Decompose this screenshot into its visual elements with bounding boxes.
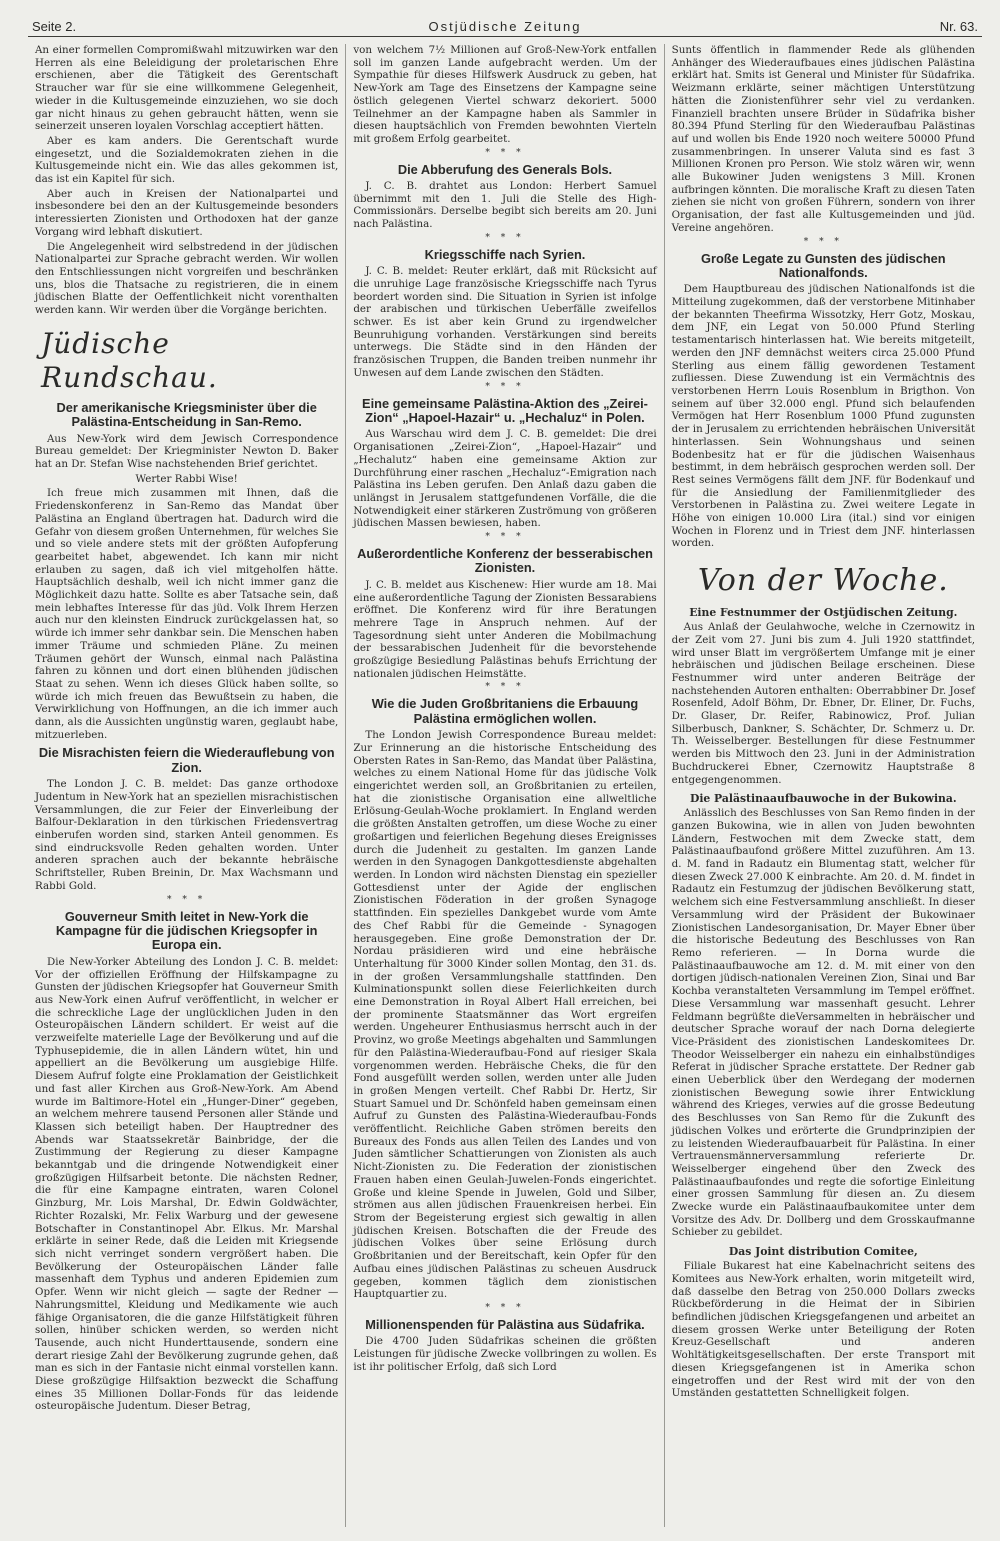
paragraph: Aber auch in Kreisen der Nationalpartei und insbesondere bei den an der Kultusgemeinde besonders interessierten Zionisten und Orthodoxen hat der ganze Vorgang wird lebhaft diskutiert. (35, 187, 339, 238)
page-number: Seite 2. (32, 19, 77, 34)
article-lead: Die Palästinaaufbauwoche in der Bukowina. (689, 792, 957, 806)
paragraph: The London Jewish Correspondence Bureau meldet: Zur Erinnerung an die historische Entscheidung des Obersten Rates in San-Remo, das Mandat über Palästina, welches zu einem National Home für das jüdische Volk eingerichtet werden soll, an Großbritanien zu erteilen, hat die zionistische Organisation eine allweltliche Erlösung-Geulah-Woche proklamiert. In England werden die größten Anstalten getroffen, um diese Woche zu einer großartigen und feierlichen Begehung dieses Ereignisses durch die Judenheit zu gestalten. Im ganzen Lande werden in den Synagogen Dankgottesdienste abgehalten werden. In London wird nächsten Dienstag ein spezieller Gottesdienst unter der Agide der englischen Zionistischen Föderation in der großen Synagoge stattfinden. Ein spezielles Dankgebet wurde vom Amte des Chef Rabbi für die Gemeinde - Synagogen herausgegeben. Eine große Demonstration der Dr. Nordau präsidieren wird und eine hebräische Unterhaltung für 3000 Kinder sollen Montag, den 31. ds. in der großen Versammlungshalle stattfinden. Den Kulminationspunkt sollen diese Feierlichkeiten durch eine Demonstration in Royal Albert Hall erreichen, bei der prominente Staatsmänner das Wort ergreifen werden. Ungeheurer Enthusiasmus herrscht auch in der Provinz, wo große Meetings abgehalten und Sammlungen für den Palästina-Wiederaufbau-Fond auf riesiger Skala vorgenommen werden. Hebräische Cheks, die für den Fond ausgefüllt werden sollen, werden unter alle Juden in großen Mengen verteilt. Chef Rabbi Dr. Hertz, Sir Stuart Samuel und Dr. Schönfeld haben gemeinsam einen Aufruf zu Gunsten des Palästina-Wiederaufbau-Fonds veröffentlicht. Reichliche Gaben strömen bereits den Bureaux des Fonds aus allen Teilen des Landes und von Juden sämtlicher Schattierungen von Zionisten als auch Nicht-Zionisten zu. Die Federation der zionistischen Frauen haben einen Geulah-Juwelen-Fonds eingerichtet. Große und kleine Spende in Juwelen, Gold und Silber, strömen aus allen jüdischen Frauenkreisen herbei. Ein Strom der Begeisterung ergiest sich gewaltig in allen jüdischen Kreisen. Botschaften die der Freude des jüdischen Volkes über seine Erlösung durch Großbritanien und der Bereitschaft, kein Opfer für den Aufbau eines jüdischen Palästinas zu scheuen Ausdruck gegeben, kommen täglich dem zionistischen Hauptquartier zu. (353, 729, 657, 1301)
page-header (28, 14, 982, 37)
separator-stars: * * * (485, 532, 525, 543)
article-headline: Außerordentliche Konferenz der besserabischen Zionisten. (357, 546, 653, 576)
issue-number: Nr. 63. (939, 19, 978, 34)
article-headline: Die Misrachisten feiern die Wiederauflebung von Zion. (38, 745, 335, 775)
separator-stars: * * * (485, 381, 525, 392)
paragraph: Aus Warschau wird dem J. C. B. gemeldet: Die drei Organisationen „Zeirei-Zion“, „Hapoel-Hazair“ und „Hechalutz“ haben eine gemeinsame Aktion zur Durchführung einer raschen „Hechaluz“-Emigration nach Palästina ins Leben gerufen. Den Anlaß dazu gaben die unlängst in Jerusalem stattgefundenen Vorfälle, die die Notwendigkeit einer stärkeren Zuströmung von größeren jüdischen Massen bewiesen, haben. (353, 428, 657, 530)
paragraph: J. C. B. meldet: Reuter erklärt, daß mit Rücksicht auf die unruhige Lage französische Kriegsschiffe nach Tyrus beordert worden sind. Die Situation in Syrien ist infolge der arabischen und türkischen Ueberfälle zweifellos schwer. Es ist aber kein Grund zu irgendwelcher Beunruhigung vorhanden. Verstärkungen sind bereits unterwegs. Die Städte sind in den Händen der französischen Truppen, die Banden treiben nunmehr ihr Unwesen auf dem Lande zwischen den Städten. (353, 265, 657, 379)
article-headline: Wie die Juden Großbritaniens die Erbauung Palästina ermöglichen wollen. (371, 696, 639, 726)
paragraph: Filiale Bukarest hat eine Kabelnachricht seitens des Komitees aus New-York erhalten, worin mitgeteilt wird, daß dasselbe den Betrag von 250.000 Dollars zwecks Rückbeförderung in die Heimat der in Sibirien befindlichen jüdischen Kriegsgefangenen und arbeitet an diesem grossen Werke unter Beteiligung der Roten Kreuz-Gesellschaft und anderen Wohltätigkeitsgesellschaften. Der erste Transport mit diesen Kriegsgefangenen ist in Amerika schon eingetroffen und der Rest wird mit der von den Umständen gestattetten Schnelligkeit folgen. (671, 1260, 975, 1400)
article-headline: Der amerikanische Kriegsminister über die Palästina-Entscheidung in San-Remo. (56, 399, 317, 430)
paragraph: Dem Hauptbureau des jüdischen Nationalfonds ist die Mitteilung zugekommen, daß der verstorbene Mitinhaber der bekannten Theefirma Wissotzky, Herr Gotz, Moskau, dem JNF, ein Legat von 50.000 Pfund Sterling testamentarisch hinterlassen hat. Wie bereits mitgeteilt, werden den JNF demnächst weiters circa 25.000 Pfund Sterling aus einem fällig gewordenen Testament zufliessen. Diese Zuwendung ist ein Vermächtnis des verstorbenen Herrn Louis Rosenblum in Brigthon. Von seinem auf über 32.000 engl. Pfund sich belaufenden Vermögen hat Herr Rosenblum 1000 Pfund zugunsten der in Jerusalem zu errichtenden hebräischen Universität hinterlassen. Sein Wohnungshaus und seinen Bodenbesitz hat er für die jüdischen Waisenhaus bestimmt, in dem hebräisch gesprochen werden soll. Der Rest seines Vermögens fällt dem JNF. für Bodenkauf und für die Ansiedlung der Familienmitglieder des Verstorbenen in Palästina zu. Zwei weitere Legate in Höhe von einigen 10.000 Lira (ital.) sind vor einigen Wochen in Florenz und in Triest dem JNF. hinterlassen worden. (671, 283, 975, 550)
newspaper-title: Ostjüdische Zeitung (428, 19, 582, 34)
paragraph: Die New-Yorker Abteilung des London J. C. B. meldet: Vor der offiziellen Eröffnung der Hilfskampagne zu Gunsten der jüdischen Kriegsopfer hat Gouverneur Smith aus New-York einen Aufruf veröffentlicht, in welcher er die schreckliche Lage der unglücklichen Juden in den Osteuropäischen Ländern schildert. Er weist auf die verzweifelte materielle Lage der Bevölkerung und auf die Typhusepidemie, die in allen Ländern wütet, hin und appelliert an die Bevölkerung um ausgiebige Hilfe. Diesem Aufruf folgte eine Proklamation der Geistlichkeit und fast aller Kirchen aus Groß-New-York. Am Abend wurde im Baltimore-Hotel ein „Hunger-Diner“ gegeben, an welchem mehrere tausend Personen aller Stände und Klassen sich beteiligt haben. Der Hauptredner des Abends war Staatssekretär Bainbridge, der die Zustimmung der Regierung zu dieser Kampagne bekanntgab und die dringende Notwendigkeit einer großzügigen Hilfsarbeit betonte. Die nächsten Redner, die für eine Kampagne eintraten, waren Colonel Ginzburg, Mr. Lois Marshal, Dr. Edwin Goldwächter, Richter Rozalski, Mr. Felix Warburg und der gewesene Botschafter in Constantinopel Abr. Elkus. Mr. Marshal erklärte in seiner Rede, daß die Leiden mit Kriegsende sich nicht verringet sondern vergrößert haben. Die Bevölkerung der Osteuropäischen Länder falle massenhaft dem Typhus und anderen Epidemien zum Opfer. Wenn wir nicht gleich — sagte der Redner — Nahrungsmittel, Kleidung und Medikamente wie auch fähige Organisatoren, die die ganze Hilfstätigkeit führen sollen, hinüber schicken werden, so werden nicht Tausende, auch nicht Hunderttausende, sondern eine derart riesige Zahl der Bevölkerung zugrunde gehen, daß man es sich in der Fantasie nicht einmal vorstellen kann. Diese großzügige Hilfsaktion bezweckt die Schaffung eines 35 Millionen Dollar-Fonds für das leidende osteuropäische Judentum. Dieser Betrag, (35, 955, 339, 1413)
separator-stars: * * * (167, 894, 207, 905)
article-headline: Kriegsschiffe nach Syrien. (424, 246, 586, 262)
paragraph: The London J. C. B. meldet: Das ganze orthodoxe Judentum in New-York hat an speziellen misrachistischen Versammlungen, die zur Feier der Einverleibung der Balfour-Deklaration in den türkischen Friedensvertrag einberufen worden sind, starken Anteil genommen. Es sind eindrucksvolle Reden gehalten worden. Unter anderen sprachen auch der bekannte hebräische Schriftsteller, Ruben Breinin, Dr. Max Wachsmann und Rabbi Gold. (35, 778, 339, 892)
section-masthead: Von der Woche. (697, 563, 949, 599)
paragraph: Die 4700 Juden Südafrikas scheinen die größten Leistungen für jüdische Zwecke vollbringen zu wollen. Es ist ihr politischer Erfolg, daß sich Lord (353, 1335, 657, 1373)
paragraph: An einer formellen Compromißwahl mitzuwirken war den Herren als eine Beleidigung der proletarischen Ehre erschienen, aber die Tätigkeit des Gerentschaft Straucher war für sie eine willkommene Gelegenheit, wieder in die Kultusgemeinde einzuziehen, wo sie doch gar nicht hinaus zu gehen gebraucht hätten, wenn sie seinerzeit unseren loyalen Vorschlag acceptiert hätten. (35, 44, 339, 133)
section-masthead: Jüdische Rundschau. (41, 326, 218, 394)
paragraph: Ich freue mich zusammen mit Ihnen, daß die Friedenskonferenz in San-Remo das Mandat über Palästina an England übertragen hat. Dadurch wird die Gefahr von diesem großen Unternehmen, für welches Sie und so viele andere stets mit der größten Aufopferung gearbeitet habet, abgewendet. Ich kann mir nicht erlauben zu sagen, daß ich viel mitgeholfen hätte. Hauptsächlich deshalb, weil ich nicht immer ganz die Möglichkeit dazu hatte. Sollte es aber Tatsache sein, daß mein lebhaftes Interesse für das jüd. Volk Ihrem Herzen auch nur den kleinsten Eindruck zurückgelassen hat, so würde ich immer sehr dankbar sein. Die Menschen haben immer Träume und schmieden Pläne. Zu meinen Träumen gehört der Wunsch, einmal nach Palästina fahren zu können und dort einen blühenden jüdischen Staat zu sehen. Wenn ich dieses Glück haben sollte, so würde ich mich freuen das Bewußtsein zu haben, die Verwirklichung von Hoffnungen, an die ich immer auch dann, als die Aussichten ungünstig waren, geglaubt habe, mitzuerleben. (35, 487, 339, 741)
paragraph: Aus New-York wird dem Jewisch Correspondence Bureau gemeldet: Der Kriegminister Newton D. Baker hat an Dr. Stefan Wise nachstehenden Brief gerichtet. (35, 432, 339, 470)
letter-salutation: Werter Rabbi Wise! (135, 472, 238, 485)
article-headline: Millionenspenden für Palästina aus Südafrika. (365, 1316, 645, 1332)
column-1 (28, 44, 345, 1527)
article-headline: Die Abberufung des Generals Bols. (397, 161, 613, 177)
separator-stars: * * * (485, 147, 525, 158)
paragraph: von welchem 7½ Millionen auf Groß-New-York entfallen soll im ganzen Lande aufgebracht werden. Um der Sympathie für dieses Hilfswerk Ausdruck zu geben, hat New-York am Tage des Einsetzens der Kampagne seine östlich gelegenen Viertel schwarz dekoriert. 5000 Teilnehmer an der Kampagne haben als Sammler in diesen hauptsächlich von Fremden bewohnten Vierteln mit großem Erfolg gearbeitet. (353, 44, 657, 145)
paragraph: Aber es kam anders. Die Gerentschaft wurde eingesetzt, und die Sozialdemokraten ziehen in die Kultusgemeinde nicht ein. Wie das alles gekommen ist, das ist ein Kapitel für sich. (35, 134, 339, 186)
article-lead: Das Joint distribution Comitee, (728, 1245, 918, 1259)
separator-stars: * * * (485, 682, 525, 693)
article-headline: Eine gemeinsame Palästina-Aktion des „Zeirei-Zion“ „Hapoel-Hazair“ u. „Hechaluz“ in Polen. (362, 395, 648, 425)
paragraph: J. C. B. meldet aus Kischenew: Hier wurde am 18. Mai eine außerordentliche Tagung der Zionisten Bessarabiens eröffnet. Die Konferenz wird für ihre Beratungen mehrere Tage in Anspruch nehmen. Auf der Tagesordnung sieht unter Anderen die Mobilmachung der bessarabischen Judenheit für die bevorstehende großzügige Besiedlung Palästinas behufs Errichtung der nationalen jüdischen Heimstätte. (353, 578, 657, 680)
column-2 (345, 44, 663, 1527)
column-3 (664, 44, 982, 1527)
article-headline: Gouverneur Smith leitet in New-York die Kampagne für die jüdischen Kriegsopfer in Europa ein. (55, 908, 318, 953)
paragraph: Die Angelegenheit wird selbstredend in der jüdischen Nationalpartei zur Sprache gebracht werden. Wir wollen den Entschliessungen nicht vorgreifen und beschränken uns, blos die Thatsache zu registrieren, die in einem jüdischen Blatte der Oeffentlichkeit nicht vorenthalten werden kann. Wir werden über die Vorgänge berichten. (35, 240, 339, 317)
paragraph: J. C. B. drahtet aus London: Herbert Samuel übernimmt mit den 1. Juli die Stelle des High-Commissionärs. Derselbe begibt sich bereits am 20. Juni nach Palästina. (353, 180, 657, 231)
separator-stars: * * * (485, 232, 525, 243)
paragraph: Anlässlich des Beschlusses von San Remo finden in der ganzen Bukowina, wie in allen von Juden bewohnten Ländern, Festwochen mit dem Zwecke statt, dem Palästinaaufbaufond größere Mittel zuzuführen. Am 13. d. M. fand in Radautz ein Blumentag statt, welcher für diesen Zweck 27.000 K einbrachte. Am 20. d. M. findet in Radautz ein Festumzug der jüdischen Bevölkerung statt, welchem sich eine Festversammlung anschließt. In dieser Versammlung wird der Präsident der Bukowinaer Zionistischen Landesorganisation, Dr. Mayer Ebner über die historische Bedeutung des Beschlusses von Ran Remo referieren. — In Dorna wurde die Palästinaaufbauwoche am 12. d. M. mit einer von den dortigen jüdisch-nationalen Vereinen Zion, Sinai und Bar Kochba veranstalteten Versammlung im Tempel eröffnet. Diese Versammlung war massenhaft gesucht. Lehrer Feldmann begrüßte dieVersammelten in hebräischer und deutscher Sprache worauf der nach Dorna delegierte Vice-Präsident des zionistischen Landeskomitees Dr. Theodor Weisselberger ein nahezu ein einhalbstündiges Referat in jüdischer Sprache erstattete. Der Redner gab einen Ueberblick über den Werdegang der modernen zionistischen Bewegung sowie ihrer Entwicklung während des Krieges, verwies auf die grosse Bedeutung des Beschlusses von San Remo für die Zukunft des jüdischen Volkes und erörterte die Grundprinzipien der zu leistenden Wiederaufbauarbeit für Palästina. In einer Vertrauensmännerversammlung referierte Dr. Weisselberger eingehend über den Zweck des Palästinaaufbaufondes und regte die sofortige Einleitung einer grossen Sammlung für diesen an. Zu diesem Zwecke wurde ein Palästinaaufbaukomitee unter dem Vorsitze des Adv. Dr. Dollberg und dem Grosskaufmanne Schieber zu gebildet. (671, 807, 975, 1239)
article-headline: Große Legate zu Gunsten des jüdischen Nationalfonds. (701, 250, 946, 280)
separator-stars: * * * (485, 1302, 525, 1313)
paragraph: Aus Anlaß der Geulahwoche, welche in Czernowitz in der Zeit vom 27. Juni bis zum 4. Juli 1920 stattfindet, wird unser Blatt im vergrößertem Umfange mit je einer hebräischen und jüdischen Beilage erscheinen. Diese Festnummer wird unter anderen Beiträge der nachstehenden Autoren enthalten: Oberrabbiner Dr. Josef Rosenfeld, Adolf Böhm, Dr. Ebner, Dr. Eliner, Dr. Fuchs, Dr. Glaser, Dr. Reifer, Rabinowicz, Prof. Julian Silberbusch, Dankner, S. Schächter, Dr. Schmerz u. Dr. Th. Weisselberger. Bestellungen für diese Festnummer werden bis Mittwoch den 23. Juni in der Administration Buchdruckerei Ebner, Czernowitz Hauptstraße 8 entgegengenommen. (671, 621, 975, 786)
article-lead: Eine Festnummer der Ostjüdischen Zeitung. (689, 606, 958, 620)
separator-stars: * * * (803, 236, 843, 247)
paragraph: Sunts öffentlich in flammender Rede als glühenden Anhänger des Wiederaufbaues eines jüdischen Palästina erklärt hat. Smits ist General und Minister für Südafrika. Weizmann erklärte, seiner mächtigen Unterstützung hätten die Zionistenführer sehr viel zu verdanken. Finanziell brachten unsere Brüder in Südafrika bisher 80.394 Pfund Sterling für den Wiederaufbau Palästinas auf und wollen bis Ende 1920 noch weitere 50000 Pfund zusammenbringen. In unserer Valuta sind es fast 3 Millionen Kronen pro Person. Wie stolz wären wir, wenn alle Bukowiner Juden wenigstens 3 Mill. Kronen aufbringen könnten. Die moralische Kraft zu diesen Taten ziehen sie nicht von großen Führern, sondern von ihrer Organisation, der fast alle Kultusgemeinden und jüd. Vereine angehören. (671, 44, 975, 234)
